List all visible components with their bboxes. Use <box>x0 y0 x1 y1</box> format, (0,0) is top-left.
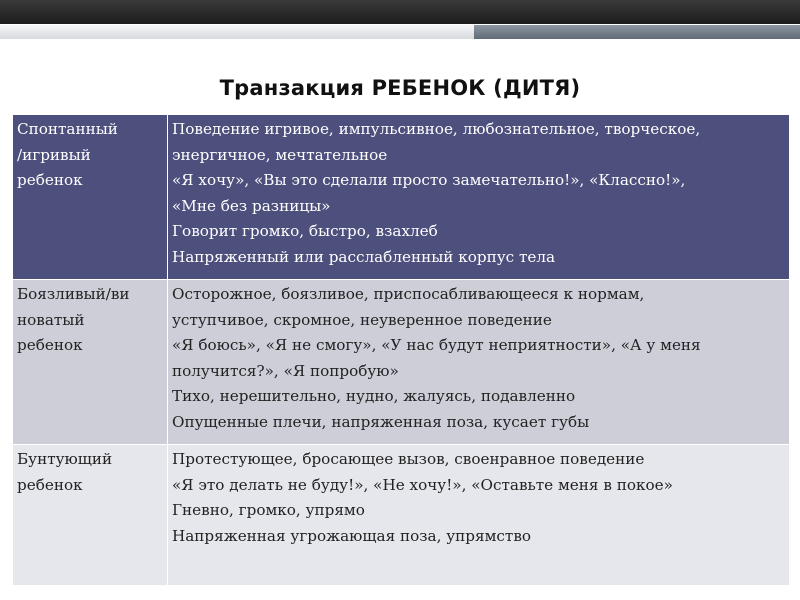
table-row-spontaneous <box>13 115 790 280</box>
type-cell <box>13 280 168 445</box>
accent-strip-left <box>0 25 474 39</box>
type-line: ребенок <box>17 475 83 494</box>
description-line: Опущенные плечи, напряженная поза, кусает губы <box>172 412 590 431</box>
type-line: Спонтанный <box>17 120 118 138</box>
description-line: энергичное, мечтательное <box>172 145 388 164</box>
description-line: «Я это делать не буду!», «Не хочу!», «Оставьте меня в покое» <box>172 475 673 494</box>
description-line: Гневно, громко, упрямо <box>172 501 365 520</box>
description-line: Тихо, нерешительно, нудно, жалуясь, подавленно <box>172 387 576 406</box>
description-cell <box>168 115 790 280</box>
type-line: ребенок <box>17 336 83 355</box>
description-line: «Я хочу», «Вы это сделали просто замечательно!», «Классно!», <box>172 171 686 190</box>
description-cell <box>168 280 790 445</box>
description-line: Говорит громко, быстро, взахлеб <box>172 222 438 241</box>
description-cell <box>168 445 790 586</box>
transaction-table <box>12 114 790 586</box>
type-line: Боязливый/ви <box>17 285 130 303</box>
accent-strip-right <box>474 25 800 39</box>
table-row-fearful <box>13 280 790 445</box>
slide-title: Транзакция РЕБЕНОК (ДИТЯ) <box>219 76 581 100</box>
type-line: ребенок <box>17 171 83 190</box>
type-cell <box>13 115 168 280</box>
type-line: /игривый <box>17 145 91 164</box>
type-line: Бунтующий <box>17 450 113 468</box>
description-line: «Я боюсь», «Я не смогу», «У нас будут неприятности», «А у меня <box>172 336 701 355</box>
description-line: Поведение игривое, импульсивное, любознательное, творческое, <box>172 120 701 138</box>
top-decor-bar <box>0 0 800 24</box>
type-line: новатый <box>17 310 85 329</box>
description-line: Напряженный или расслабленный корпус тела <box>172 247 556 266</box>
description-line: «Мне без разницы» <box>172 196 331 215</box>
table-row-rebellious <box>13 445 790 586</box>
type-cell <box>13 445 168 586</box>
description-line: Протестующее, бросающее вызов, своенравное поведение <box>172 450 645 468</box>
description-line: получится?», «Я попробую» <box>172 361 399 380</box>
description-line: Напряженная угрожающая поза, упрямство <box>172 526 532 545</box>
description-line: уступчивое, скромное, неуверенное поведение <box>172 310 552 329</box>
description-line: Осторожное, боязливое, приспосабливающееся к нормам, <box>172 285 645 303</box>
